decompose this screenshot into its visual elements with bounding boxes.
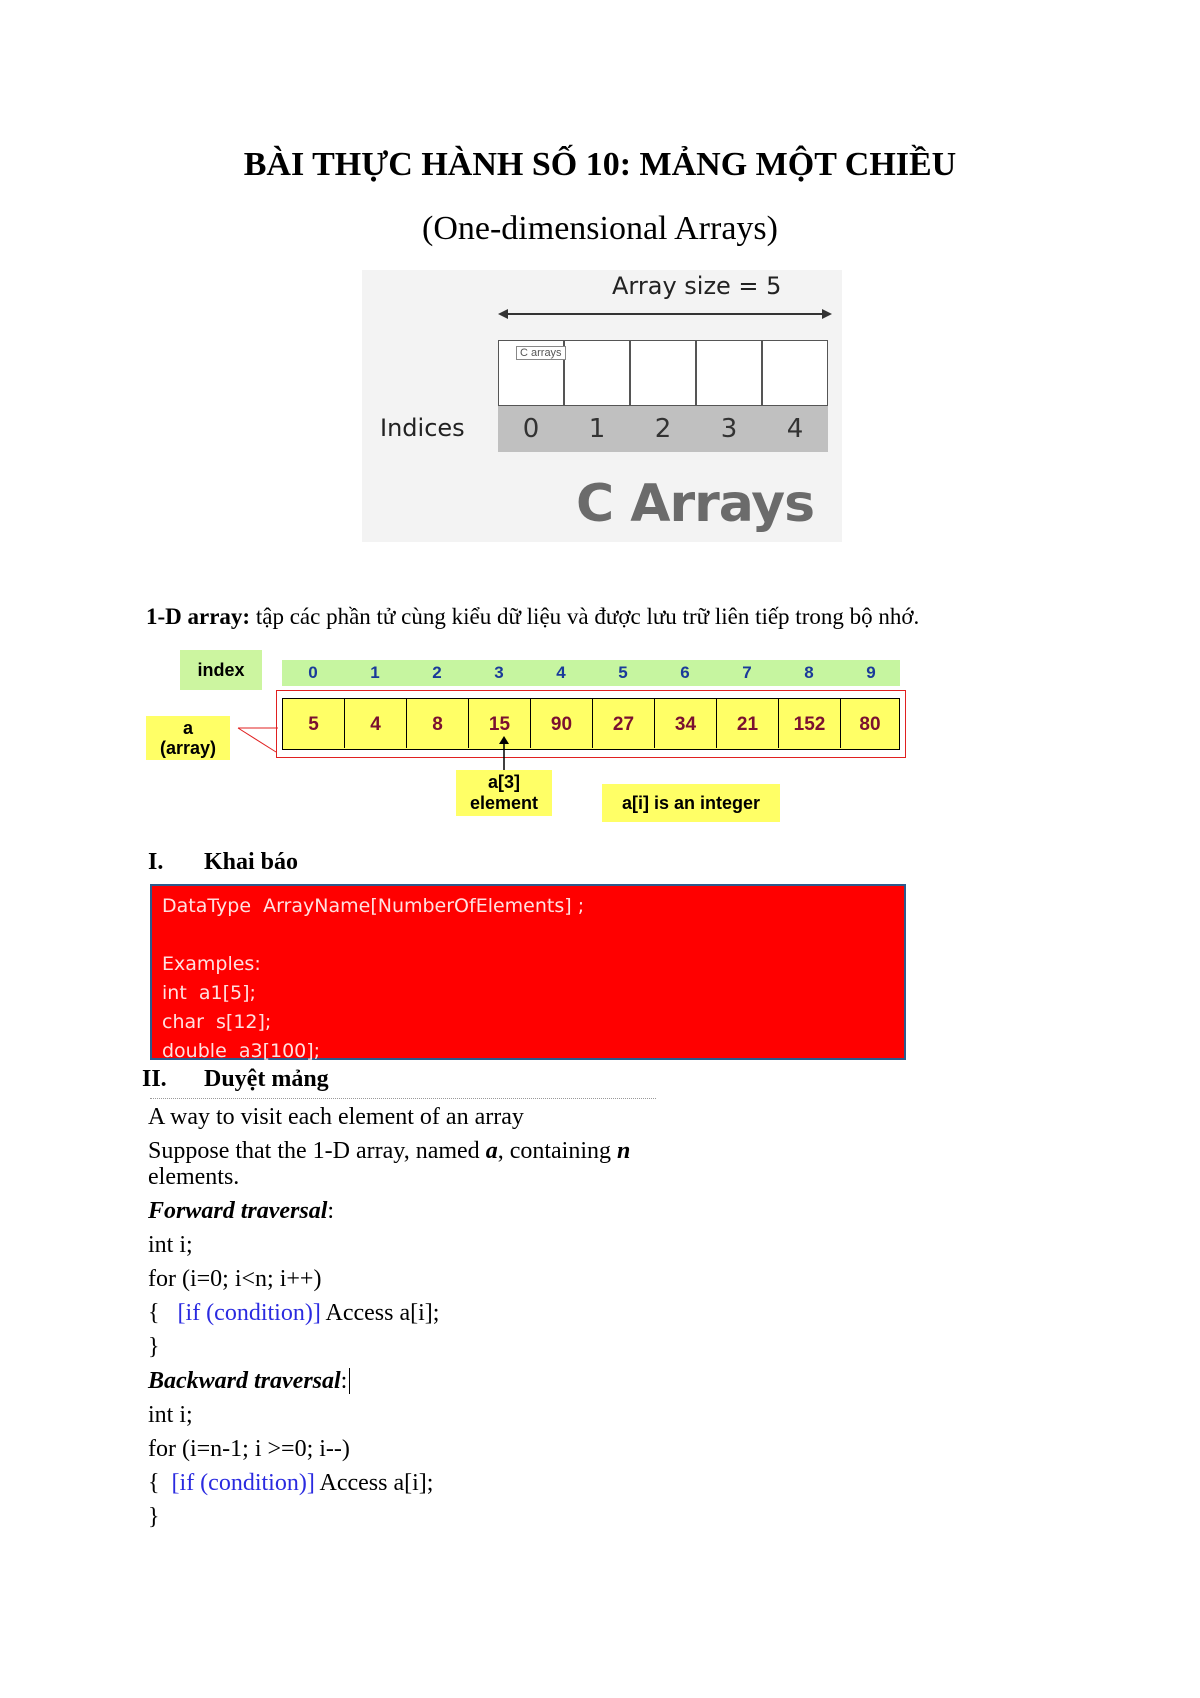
section-2-number: II. [142,1066,167,1092]
array-cell [696,340,762,406]
index-number: 0 [522,414,540,444]
definition-text: tập các phần tử cùng kiểu dữ liệu và được lưu trữ liên tiếp trong bộ nhớ. [250,604,920,629]
definition-line [146,604,919,630]
array-cell [630,340,696,406]
definition-term: 1-D array: [146,604,251,629]
index-strip [282,660,900,686]
array-value: 21 [717,699,779,748]
index-number: 1 [588,414,606,444]
index-label: index [197,660,245,680]
suppose-line: Suppose that the 1-D array, named a, containing n [148,1138,631,1164]
index-number: 3 [720,414,738,444]
index-number: 4 [786,414,804,444]
page-title: BÀI THỰC HÀNH SỐ 10: MẢNG MỘT CHIỀU [243,146,957,183]
code-line: int i; [148,1232,193,1258]
section-1-title: Khai báo [204,849,299,875]
index-value: 9 [866,663,876,682]
array-value: 8 [407,699,469,748]
type-note-box [602,784,780,822]
indices-strip [498,406,828,452]
type-note: a[i] is an integer [621,793,761,813]
array-label-sub: (array) [159,738,217,758]
code-line: char s[12]; [162,1011,272,1033]
code-line: double a3[100]; [162,1040,321,1062]
index-value: 0 [308,663,318,682]
code-line: } [148,1334,160,1360]
array-cell [564,340,630,406]
index-value: 2 [432,663,442,682]
index-number: 2 [654,414,672,444]
code-line: } [148,1504,160,1530]
declaration-code-box [150,884,906,1060]
backward-label-line: Backward traversal: [148,1364,433,1398]
code-line: for (i=n-1; i >=0; i--) [148,1436,350,1462]
section-1-number: I. [148,849,164,875]
code-line: DataType ArrayName[NumberOfElements] ; [162,895,585,917]
index-value: 3 [494,663,504,682]
array-value: 90 [531,699,593,748]
index-value: 4 [556,663,566,682]
array-value: 80 [859,714,881,735]
intro-line: A way to visit each element of an array [148,1104,524,1130]
code-line: Examples: [162,953,261,975]
array-value: 27 [593,699,655,748]
element-label-sub: element [469,793,539,813]
index-value: 5 [618,663,628,682]
code-line: { [if (condition)] Access a[i]; [148,1470,434,1496]
dotted-divider [150,1098,656,1099]
page-subtitle: (One-dimensional Arrays) [422,210,778,247]
backward-traversal-block [148,1364,433,1534]
index-value: 8 [804,663,814,682]
index-value: 7 [742,663,752,682]
code-line: { [if (condition)] Access a[i]; [148,1300,440,1326]
array-value: 15 [469,699,531,748]
array-label-box [146,716,230,760]
traversal-text [148,1102,630,1188]
element-label: a[3] [487,772,520,792]
indices-label: Indices [380,414,465,442]
up-arrow-icon [494,736,514,772]
c-arrays-figure [362,270,842,542]
forward-label-line: Forward traversal: [148,1198,335,1224]
array-size-label: Array size = 5 [612,272,782,300]
code-line: int a1[5]; [162,982,256,1004]
c-arrays-caption: C Arrays [576,474,815,534]
array-value: 152 [779,699,841,748]
array-label: a [182,718,193,738]
array-value: 34 [655,699,717,748]
element-label-box [456,770,552,816]
suppose-line-2: elements. [148,1164,240,1190]
array-value: 4 [345,699,407,748]
array-value: 5 [283,699,345,748]
pointer-lines-icon [236,724,280,754]
tooltip-label: C arrays [516,346,566,360]
code-line [162,921,894,950]
section-2-title: Duyệt mảng [204,1066,329,1092]
code-line: for (i=0; i<n; i++) [148,1266,322,1292]
size-arrow-icon [498,306,832,322]
array-cell [762,340,828,406]
forward-traversal-block [148,1194,439,1364]
code-line: int i; [148,1402,193,1428]
index-value: 6 [680,663,690,682]
index-label-box [180,650,262,690]
array-row [282,698,900,750]
index-value: 1 [370,663,380,682]
